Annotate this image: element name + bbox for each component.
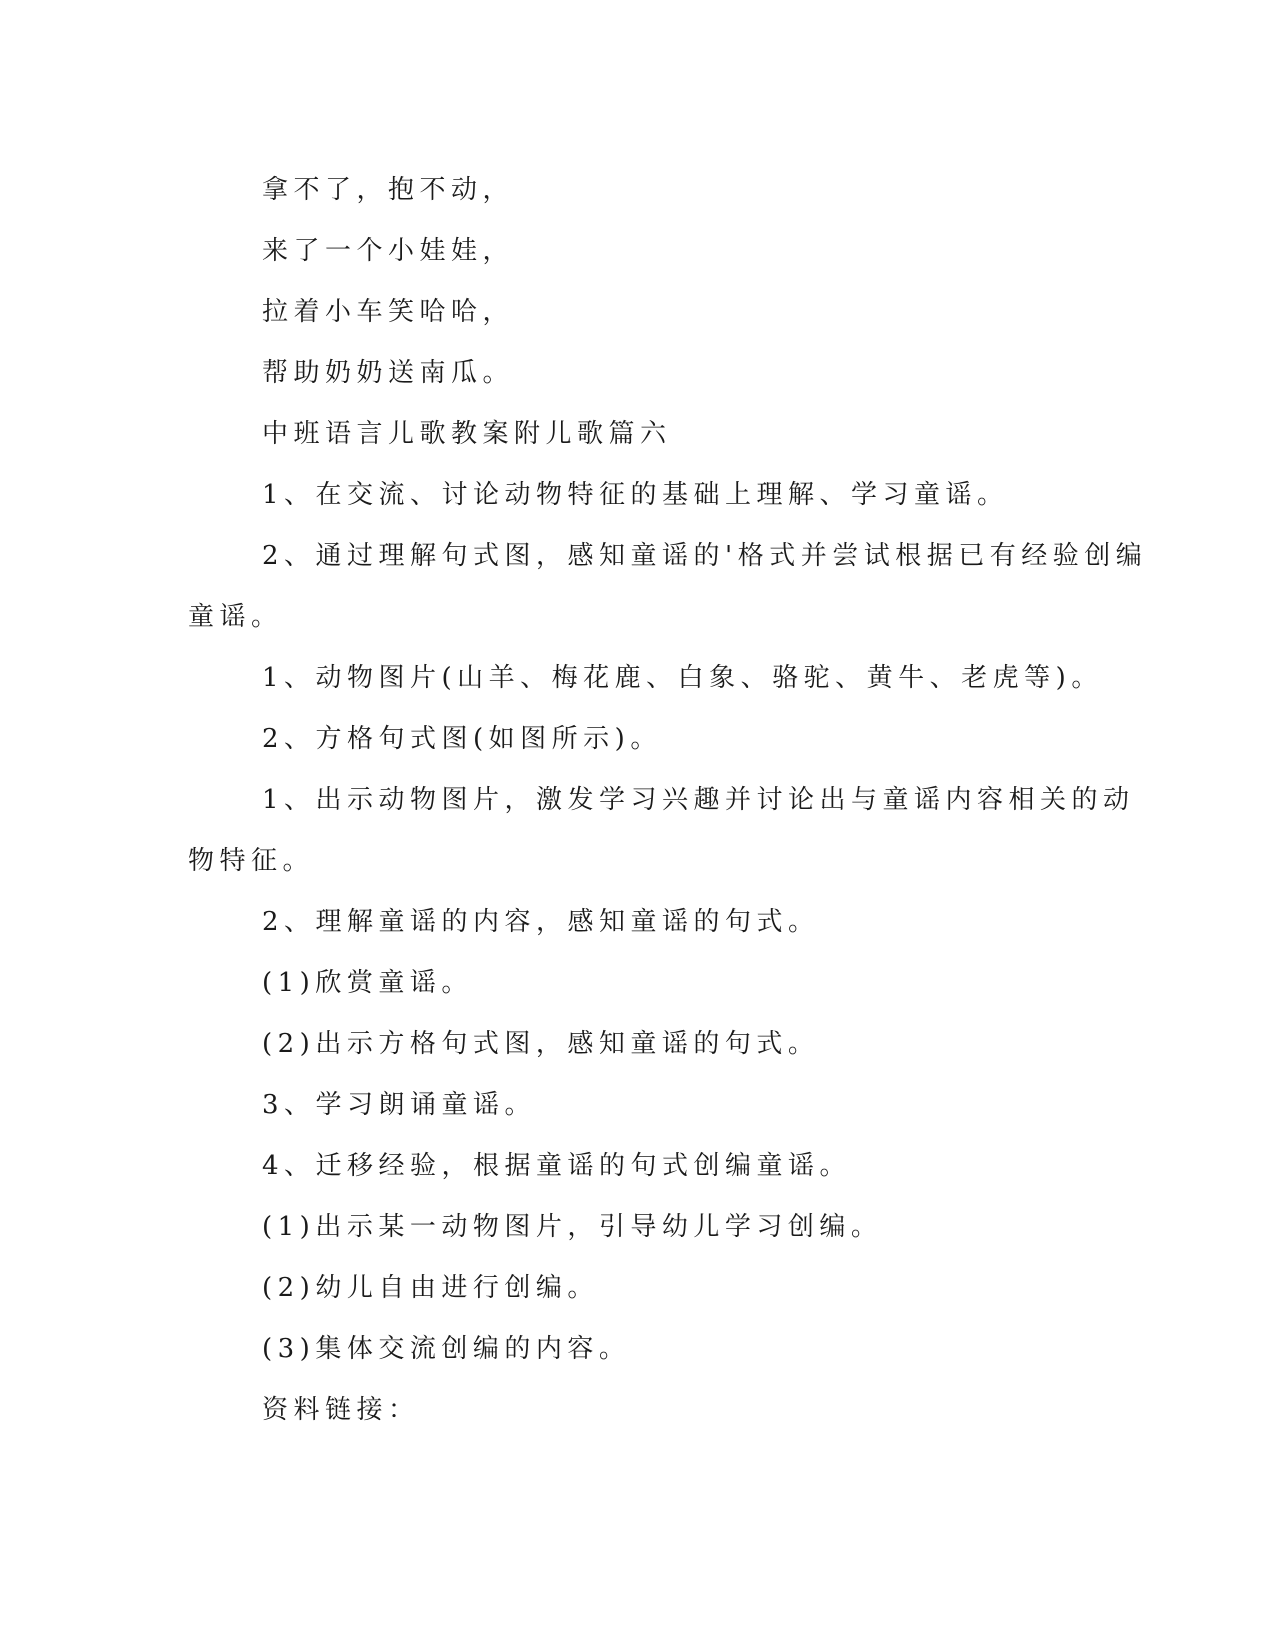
poem-line: 拉着小车笑哈哈， (262, 297, 515, 327)
section-heading: 中班语言儿歌教案附儿歌篇六 (262, 419, 672, 449)
goal-item: 1、在交流、讨论动物特征的基础上理解、学习童谣。 (262, 480, 1009, 510)
goal-item-continuation: 童谣。 (188, 602, 283, 632)
process-subitem: (3)集体交流创编的内容。 (262, 1334, 631, 1364)
document-body (188, 160, 1148, 1441)
process-item: 1、出示动物图片，激发学习兴趣并讨论出与童谣内容相关的动 (262, 785, 1135, 815)
process-subitem: (2)幼儿自由进行创编。 (262, 1273, 599, 1303)
process-item: 4、迁移经验，根据童谣的句式创编童谣。 (262, 1151, 852, 1181)
poem-line: 帮助奶奶送南瓜。 (262, 358, 515, 388)
resource-link-label: 资料链接： (262, 1395, 420, 1425)
material-item: 1、动物图片(山羊、梅花鹿、白象、骆驼、黄牛、老虎等)。 (262, 663, 1103, 693)
process-item-continuation: 物特征。 (188, 846, 315, 876)
goal-item: 2、通过理解句式图，感知童谣的'格式并尝试根据已有经验创编 (262, 541, 1148, 571)
process-subitem: (1)欣赏童谣。 (262, 968, 473, 998)
process-item: 2、理解童谣的内容，感知童谣的句式。 (262, 907, 820, 937)
process-subitem: (1)出示某一动物图片，引导幼儿学习创编。 (262, 1212, 883, 1242)
poem-line: 拿不了，抱不动， (262, 175, 515, 205)
poem-line: 来了一个小娃娃， (262, 236, 515, 266)
process-subitem: (2)出示方格句式图，感知童谣的句式。 (262, 1029, 820, 1059)
process-item: 3、学习朗诵童谣。 (262, 1090, 537, 1120)
material-item: 2、方格句式图(如图所示)。 (262, 724, 662, 754)
